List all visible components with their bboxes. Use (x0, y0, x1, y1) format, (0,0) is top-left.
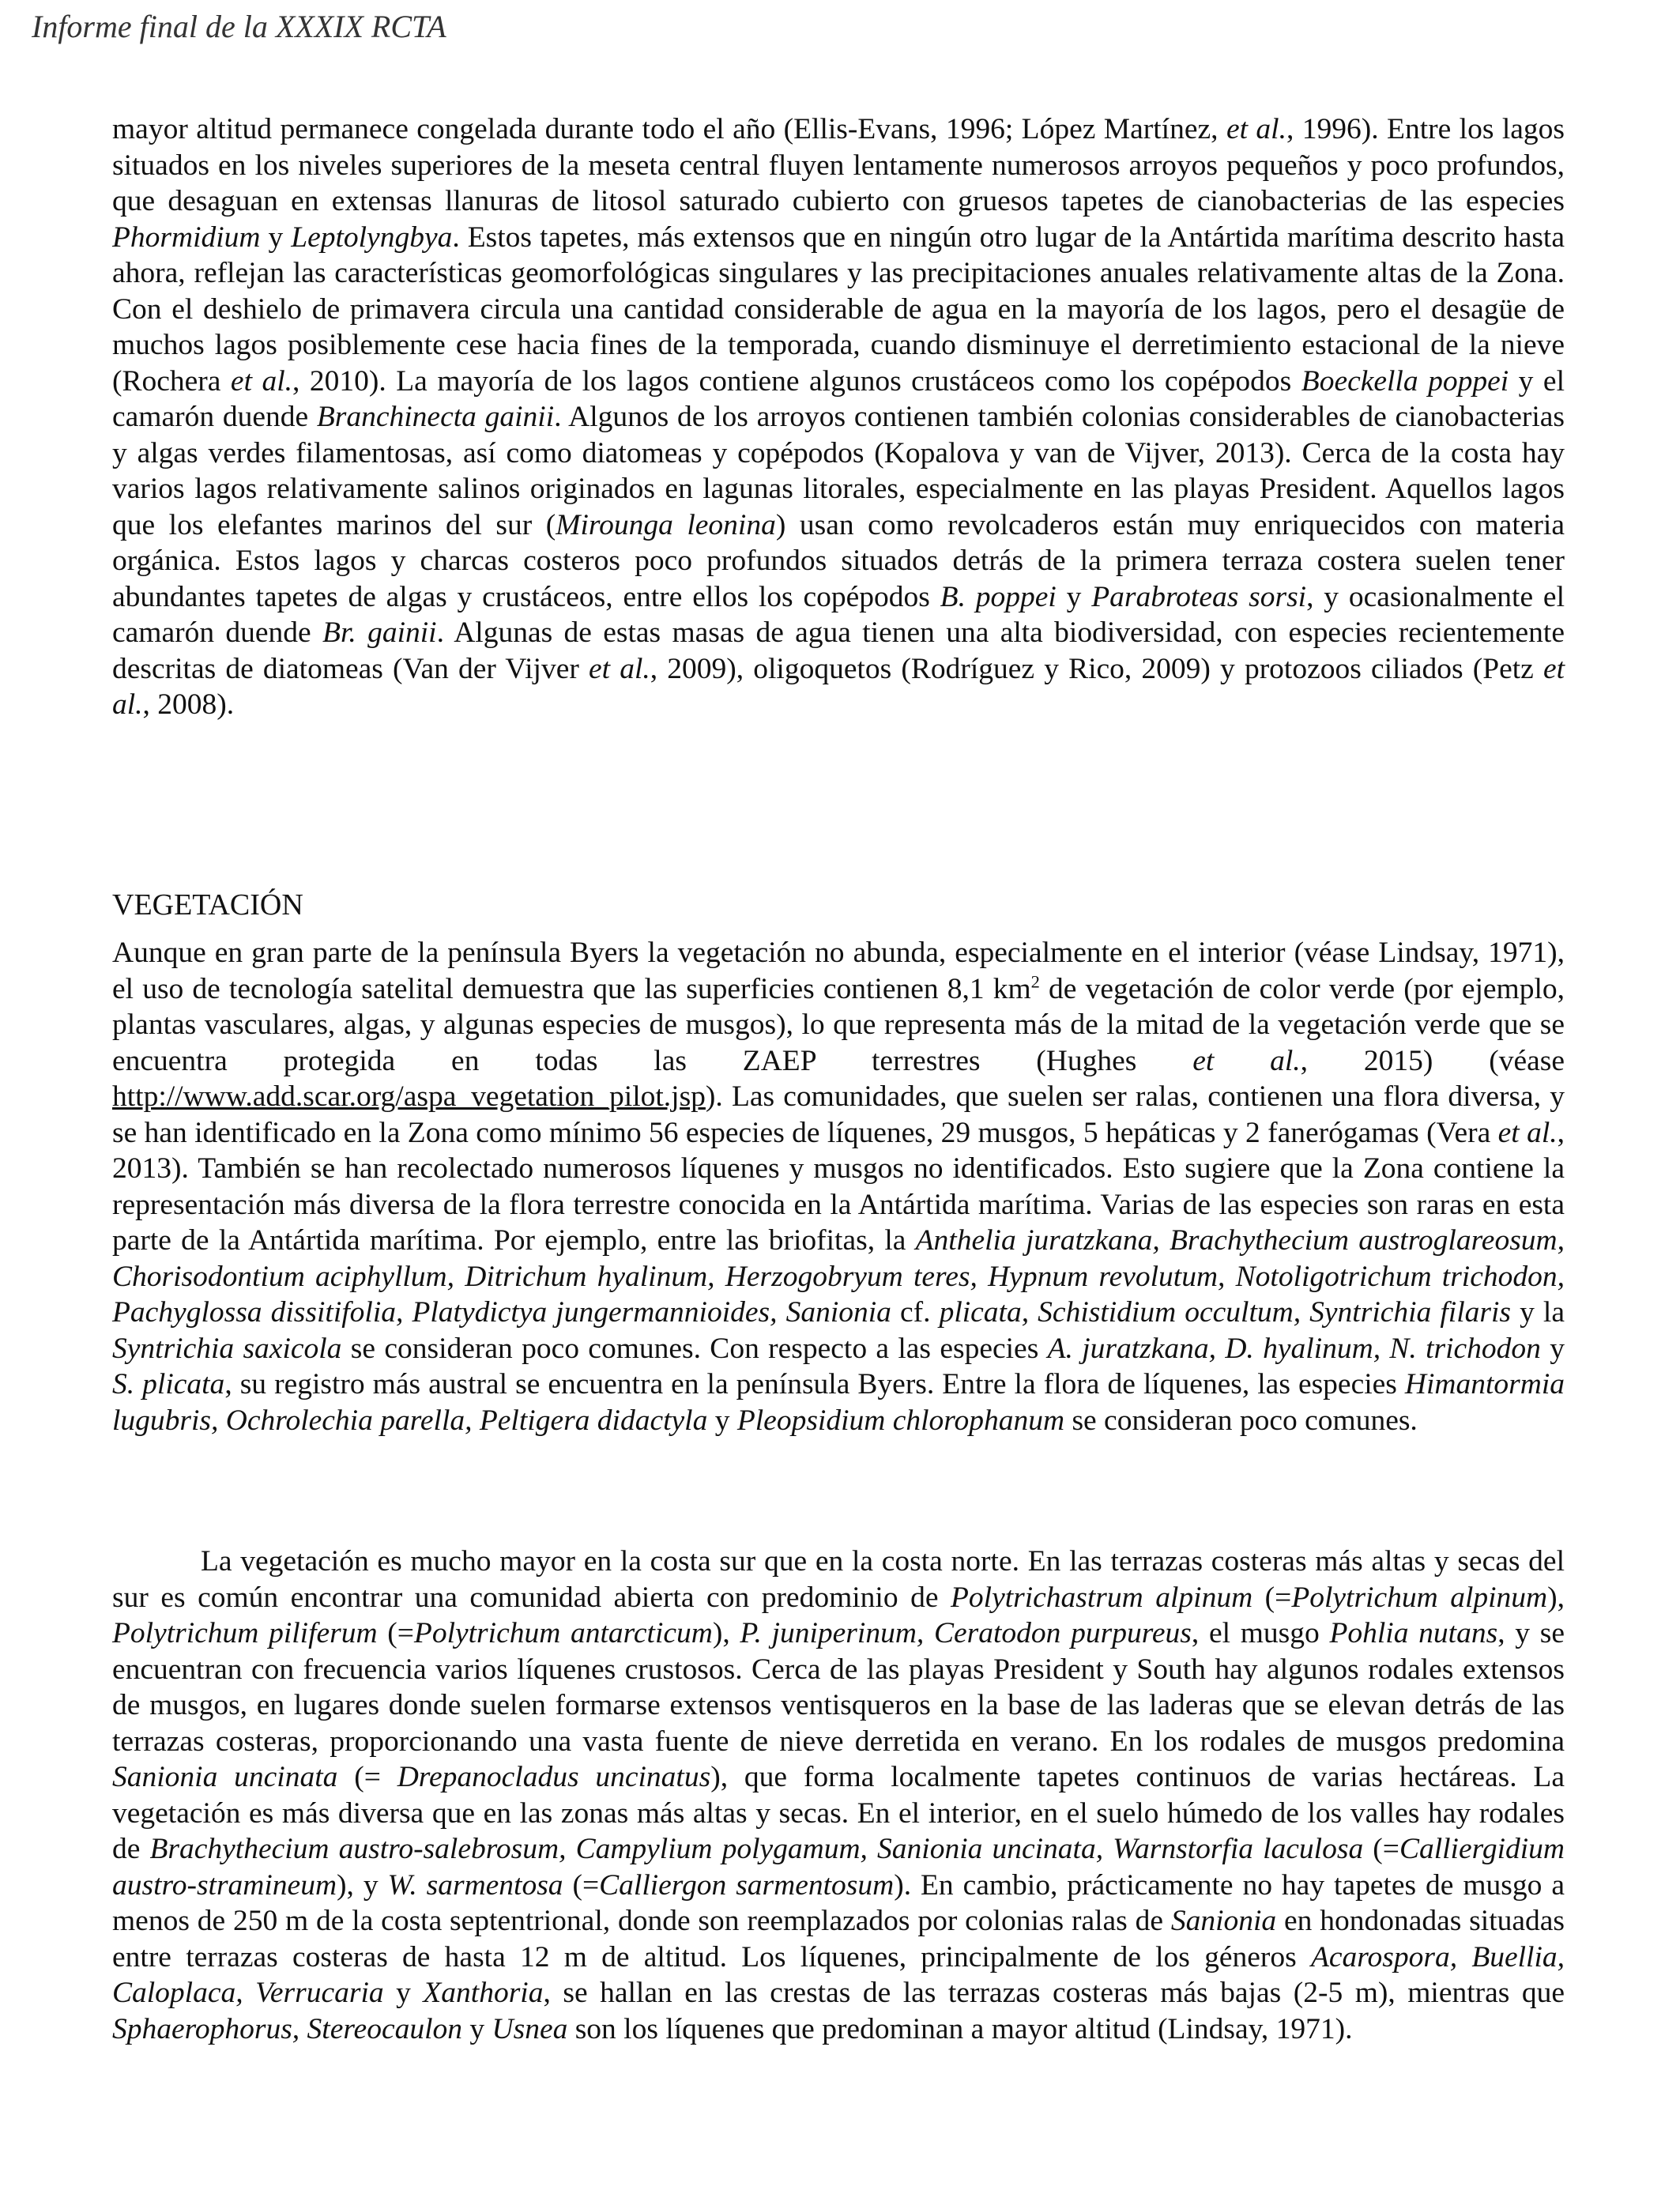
italic-run: et al. (230, 364, 293, 398)
text-run: y (1056, 580, 1092, 613)
species-name: Mirounga leonina (556, 508, 776, 541)
species-name: Brachythecium austro-salebrosum, Campylium polygamum, Sanionia uncinata, Warnstorfia laculosa (149, 1833, 1364, 1865)
species-name: Xanthoria (423, 1977, 544, 2009)
text-run: (= (1363, 1833, 1399, 1865)
species-name: Br. gainii (322, 616, 437, 649)
text-run: se consideran poco comunes. (1064, 1404, 1418, 1437)
species-name: Calliergidium austro-stramineum (112, 1833, 1565, 1902)
text-run: , 2013). También se han recolectado numerosos líquenes y musgos no identificados. Esto sugiere que la Zona contiene la representación más diversa de la flora terrestre conocida en la Antártida marítima. Varias de las especies son raras en esta parte de la Antártida marítima. Por ejemplo, entre las briofitas, la (112, 1116, 1565, 1257)
species-name: Pleopsidium chlorophanum (736, 1404, 1065, 1437)
text-run: ), (712, 1617, 740, 1649)
species-name: Sanionia (1170, 1905, 1277, 1937)
text-run: La vegetación es mucho mayor en la costa sur que en la costa norte. En las terrazas costeras más altas y secas del sur es común encontrar una comunidad abierta con predominio de (112, 1545, 1565, 1614)
species-name: Acarospora, Buellia, Caloplaca, Verrucaria (112, 1940, 1565, 2009)
text-run: , 2010). La mayoría de los lagos contiene algunos crustáceos como los copépodos (292, 364, 1301, 398)
species-name: Polytrichastrum alpinum (951, 1581, 1253, 1614)
species-name: Drepanocladus uncinatus (397, 1761, 711, 1793)
text-run: son los líquenes que predominan a mayor altitud (Lindsay, 1971). (567, 2012, 1353, 2045)
vegetation-pilot-link[interactable]: http://www.add.scar.org/aspa_vegetation_pilot.jsp (112, 1080, 706, 1113)
italic-run: et al. (1192, 1044, 1301, 1077)
text-run: (= (1252, 1581, 1292, 1614)
superscript: 2 (1030, 971, 1040, 991)
text-run: , el musgo (1191, 1617, 1330, 1649)
species-name: Sphaerophorus, Stereocaulon (112, 2012, 463, 2045)
running-header: Informe final de la XXXIX RCTA (32, 9, 446, 44)
text-run: ), (1547, 1581, 1565, 1614)
species-name: W. sarmentosa (387, 1868, 563, 1902)
species-name: Polytrichum antarcticum (413, 1617, 713, 1649)
text-run: se consideran poco comunes. Con respecto a las especies (341, 1332, 1048, 1365)
species-name: Polytrichum piliferum (112, 1617, 378, 1649)
text-run: , y ocasionalmente el camarón duende (112, 580, 1565, 649)
italic-run: et al. (1226, 113, 1286, 145)
paragraph-coastal-vegetation (112, 1544, 1565, 2047)
text-run: (= (377, 1617, 414, 1649)
text-run: y (1540, 1332, 1565, 1365)
italic-run: et al. (1497, 1116, 1558, 1149)
text-run: y la (1511, 1296, 1565, 1329)
text-run: , 2009), oligoquetos (Rodríguez y Rico, 2009) y protozoos ciliados (Petz (650, 652, 1543, 685)
species-name: Phormidium (112, 221, 261, 254)
species-name: Parabroteas sorsi (1091, 580, 1307, 613)
italic-run: et al. (589, 652, 650, 685)
text-run: (= (337, 1761, 397, 1793)
species-name: Himantormia lugubris, Ochrolechia parella, Peltigera didactyla (112, 1368, 1565, 1437)
species-name: Branchinecta gainii (316, 401, 555, 433)
species-name: Sanionia uncinata (112, 1761, 338, 1793)
species-name: B. poppei (940, 580, 1057, 613)
species-name: A. juratzkana, D. hyalinum, N. trichodon (1047, 1332, 1541, 1365)
text-run: y (462, 2012, 492, 2045)
text-run: (= (563, 1868, 600, 1902)
text-run: cf. (891, 1296, 940, 1329)
species-name: Pohlia nutans (1329, 1617, 1498, 1649)
species-name: Polytrichum alpinum (1291, 1581, 1548, 1614)
text-run: . Algunos de los arroyos contienen también colonias considerables de cianobacterias y algas verdes filamentosas, así como diatomeas y copépodos (Kopalova y van de Vijver, 2013). Cerca de la costa hay varios lagos relativamente salinos originados en lagunas litorales, especialmente en las playas President. Aquellos lagos que los elefantes marinos del sur ( (112, 401, 1565, 541)
text-run: , 2015) (véase (1300, 1044, 1565, 1077)
text-run: ). Las comunidades, que suelen ser ralas, contienen una flora diversa, y se han identificado en la Zona como mínimo 56 especies de líquenes, 29 musgos, 5 hepáticas y 2 fanerógamas (Vera (112, 1080, 1565, 1149)
text-run: , se hallan en las crestas de las terrazas costeras más bajas (2-5 m), mientras que (543, 1977, 1565, 2009)
text-run: y el camarón duende (112, 364, 1565, 433)
species-name: P. juniperinum, Ceratodon purpureus (740, 1617, 1192, 1649)
text-run: mayor altitud permanece congelada durante todo el año (Ellis-Evans, 1996; López Martínez, (112, 113, 1226, 145)
text-run: y (707, 1404, 737, 1437)
text-run: , su registro más austral se encuentra en la península Byers. Entre la flora de líquenes, las especies (224, 1368, 1405, 1400)
species-name: Boeckella poppei (1301, 364, 1509, 398)
text-run: en hondonadas situadas entre terrazas costeras de hasta 12 m de altitud. Los líquenes, principalmente de los géneros (112, 1905, 1565, 1973)
text-run: . Algunas de estas masas de agua tienen una alta biodiversidad, con especies recientemente descritas de diatomeas (Van der Vijver (112, 616, 1565, 685)
species-name: Leptolyngbya (291, 221, 453, 254)
species-name: plicata, Schistidium occultum, Syntrichia filaris (939, 1296, 1511, 1329)
paragraph-lakes (112, 111, 1565, 723)
section-heading: VEGETACIÓN (112, 888, 303, 922)
paragraph-vegetation (112, 935, 1565, 1438)
text-run: ), que forma localmente tapetes continuos de varias hectáreas. La vegetación es más diversa que en las zonas más altas y secas. En el interior, en el suelo húmedo de los valles hay rodales de (112, 1761, 1565, 1865)
text-run: , y se encuentran con frecuencia varios líquenes crustosos. Cerca de las playas President y South hay algunos rodales extensos de musgos, en lugares donde suelen formarse extensos ventisqueros en la base de las laderas que se elevan detrás de las terrazas costeras, proporcionando una vasta fuente de nieve derretida en verano. En los rodales de musgos predomina (112, 1617, 1565, 1758)
species-name: S. plicata (112, 1368, 225, 1400)
text-run: , 1996). Entre los lagos situados en los niveles superiores de la meseta central fluyen lentamente numerosos arroyos pequeños y poco profundos, que desaguan en extensas llanuras de litosol saturado cubierto con gruesos tapetes de cianobacterias de las especies (112, 113, 1565, 217)
text-run: ). En cambio, prácticamente no hay tapetes de musgo a menos de 250 m de la costa septentrional, donde son reemplazados por colonias ralas de (112, 1868, 1565, 1937)
species-name: Calliergon sarmentosum (599, 1868, 895, 1902)
text-run: Aunque en gran parte de la península Byers la vegetación no abunda, especialmente en el interior (véase Lindsay, 1971), el uso de tecnología satelital demuestra que las superficies contienen 8,1 km (112, 937, 1565, 1005)
text-run: . Estos tapetes, más extensos que en ningún otro lugar de la Antártida marítima descrito hasta ahora, reflejan las características geomorfológicas singulares y las precipitaciones anuales relativamente altas de la Zona. Con el deshielo de primavera circula una cantidad considerable de agua en la mayoría de los lagos, pero el desagüe de muchos lagos posiblemente cese hacia fines de la temporada, cuando disminuye el derretimiento estacional de la nieve (Rochera (112, 221, 1565, 398)
text-run: ) usan como revolcaderos están muy enriquecidos con materia orgánica. Estos lagos y charcas costeros poco profundos situados detrás de la primera terraza costera suelen tener abundantes tapetes de algas y crustáceos, entre ellos los copépodos (112, 508, 1565, 613)
species-name: Usnea (492, 2012, 568, 2045)
italic-run: et al. (112, 652, 1565, 721)
text-run: , 2008). (142, 688, 235, 721)
text-run: y (383, 1977, 424, 2009)
text-run: ), y (337, 1868, 388, 1902)
text-run: y (260, 221, 292, 254)
species-name: Syntrichia saxicola (112, 1332, 342, 1365)
species-name: Anthelia juratzkana, Brachythecium austroglareosum, Chorisodontium aciphyllum, Ditrichum hyalinum, Herzogobryum teres, Hypnum revolutum, Notoligotrichum trichodon, Pachyglossa dissitifolia, Platydictya jungermannioides, Sanionia (112, 1224, 1565, 1329)
text-run: de vegetación de color verde (por ejemplo, plantas vasculares, algas, y algunas especies de musgos), lo que representa más de la mitad de la vegetación verde que se encuentra protegida en todas las ZAEP terrestres (Hughes (112, 972, 1565, 1077)
